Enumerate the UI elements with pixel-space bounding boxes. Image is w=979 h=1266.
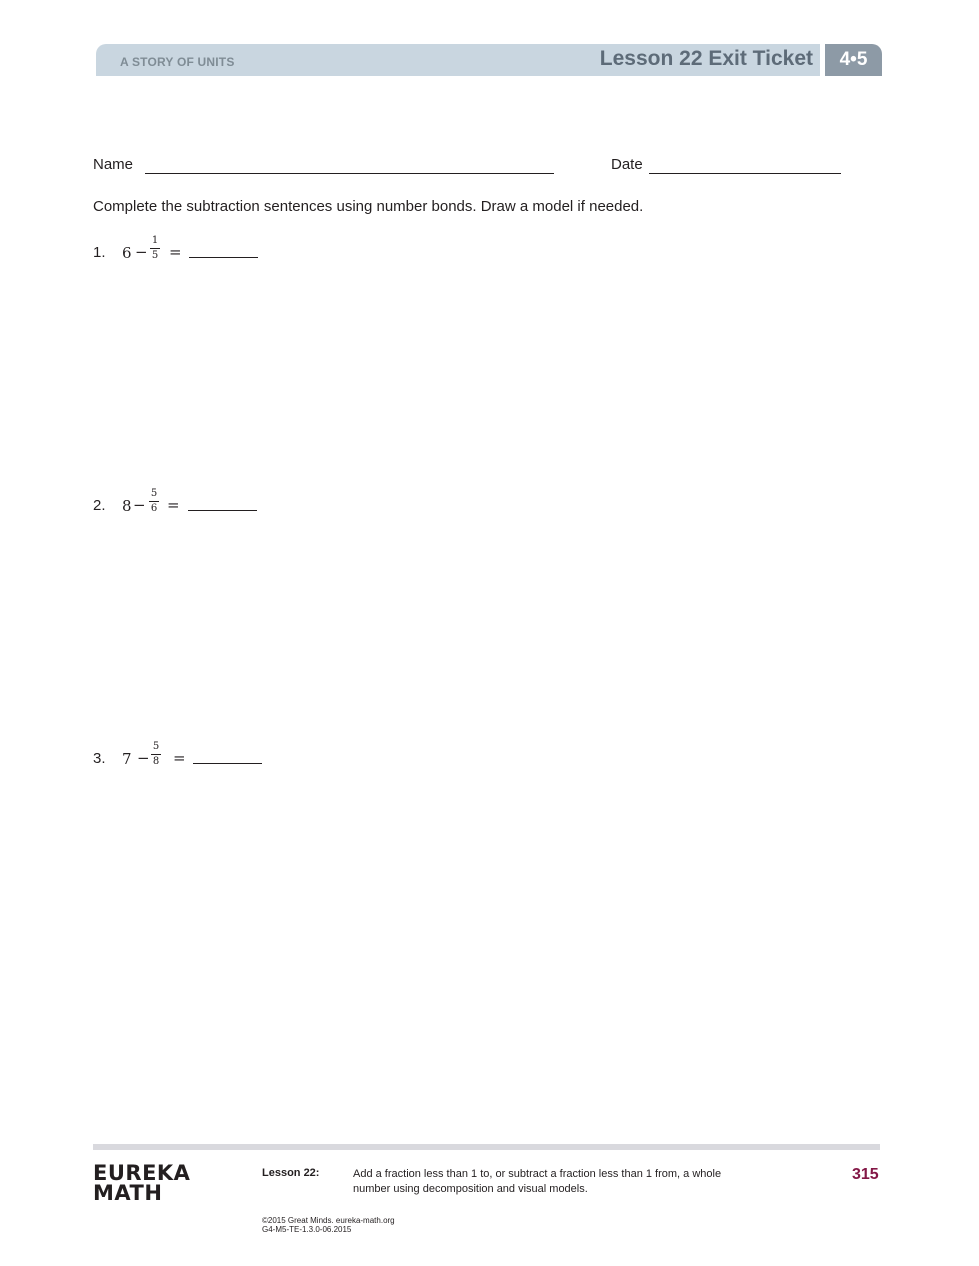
fraction-bar	[151, 754, 161, 755]
whole-number: 7	[122, 750, 132, 768]
equals-sign: =	[173, 749, 186, 767]
footer-lesson-description: Add a fraction less than 1 to, or subtract a fraction less than 1 from, a whole number using decomposition and visual models.	[353, 1168, 722, 1195]
problem-1	[93, 235, 393, 278]
minus-sign: −	[133, 496, 146, 514]
problem-2	[93, 488, 393, 531]
numerator: 1	[151, 235, 159, 246]
footer-lesson-label: Lesson 22:	[262, 1167, 320, 1179]
page-title: Lesson 22 Exit Ticket	[599, 47, 813, 70]
minus-sign: −	[135, 243, 148, 261]
page-number: 315	[852, 1166, 879, 1183]
module-tag: 4•5	[825, 44, 882, 76]
problem-number: 2.	[93, 497, 106, 514]
fraction	[148, 488, 160, 515]
series-label: A STORY OF UNITS	[120, 55, 235, 69]
numerator: 5	[150, 488, 158, 499]
fraction	[150, 741, 162, 768]
denominator: 8	[152, 756, 160, 767]
whole-number: 8	[122, 497, 132, 515]
copyright-text: ©2015 Great Minds. eureka-math.org	[262, 1216, 395, 1225]
date-field[interactable]	[649, 173, 841, 174]
eureka-math-logo	[93, 1163, 190, 1203]
fraction-bar	[150, 248, 160, 249]
problem-number: 1.	[93, 244, 106, 261]
problem-3	[93, 741, 393, 784]
name-field[interactable]	[145, 173, 554, 174]
numerator: 5	[152, 741, 160, 752]
denominator: 5	[151, 250, 159, 261]
fraction	[149, 235, 161, 262]
equals-sign: =	[167, 496, 180, 514]
footer-divider	[93, 1144, 880, 1150]
copyright-block	[262, 1216, 395, 1234]
minus-sign: −	[137, 749, 150, 767]
logo-line-1: EUREKA	[93, 1161, 191, 1185]
logo-line-2: MATH	[93, 1181, 163, 1205]
answer-blank[interactable]	[188, 510, 257, 511]
whole-number: 6	[122, 244, 132, 262]
problem-number: 3.	[93, 750, 106, 767]
equals-sign: =	[169, 243, 182, 261]
answer-blank[interactable]	[189, 257, 258, 258]
instructions: Complete the subtraction sentences using number bonds. Draw a model if needed.	[93, 198, 644, 215]
name-label: Name	[93, 156, 134, 173]
fraction-bar	[149, 501, 159, 502]
answer-blank[interactable]	[193, 763, 262, 764]
date-label: Date	[611, 156, 643, 173]
document-code: G4-M5-TE-1.3.0-06.2015	[262, 1225, 352, 1234]
denominator: 6	[150, 503, 158, 514]
